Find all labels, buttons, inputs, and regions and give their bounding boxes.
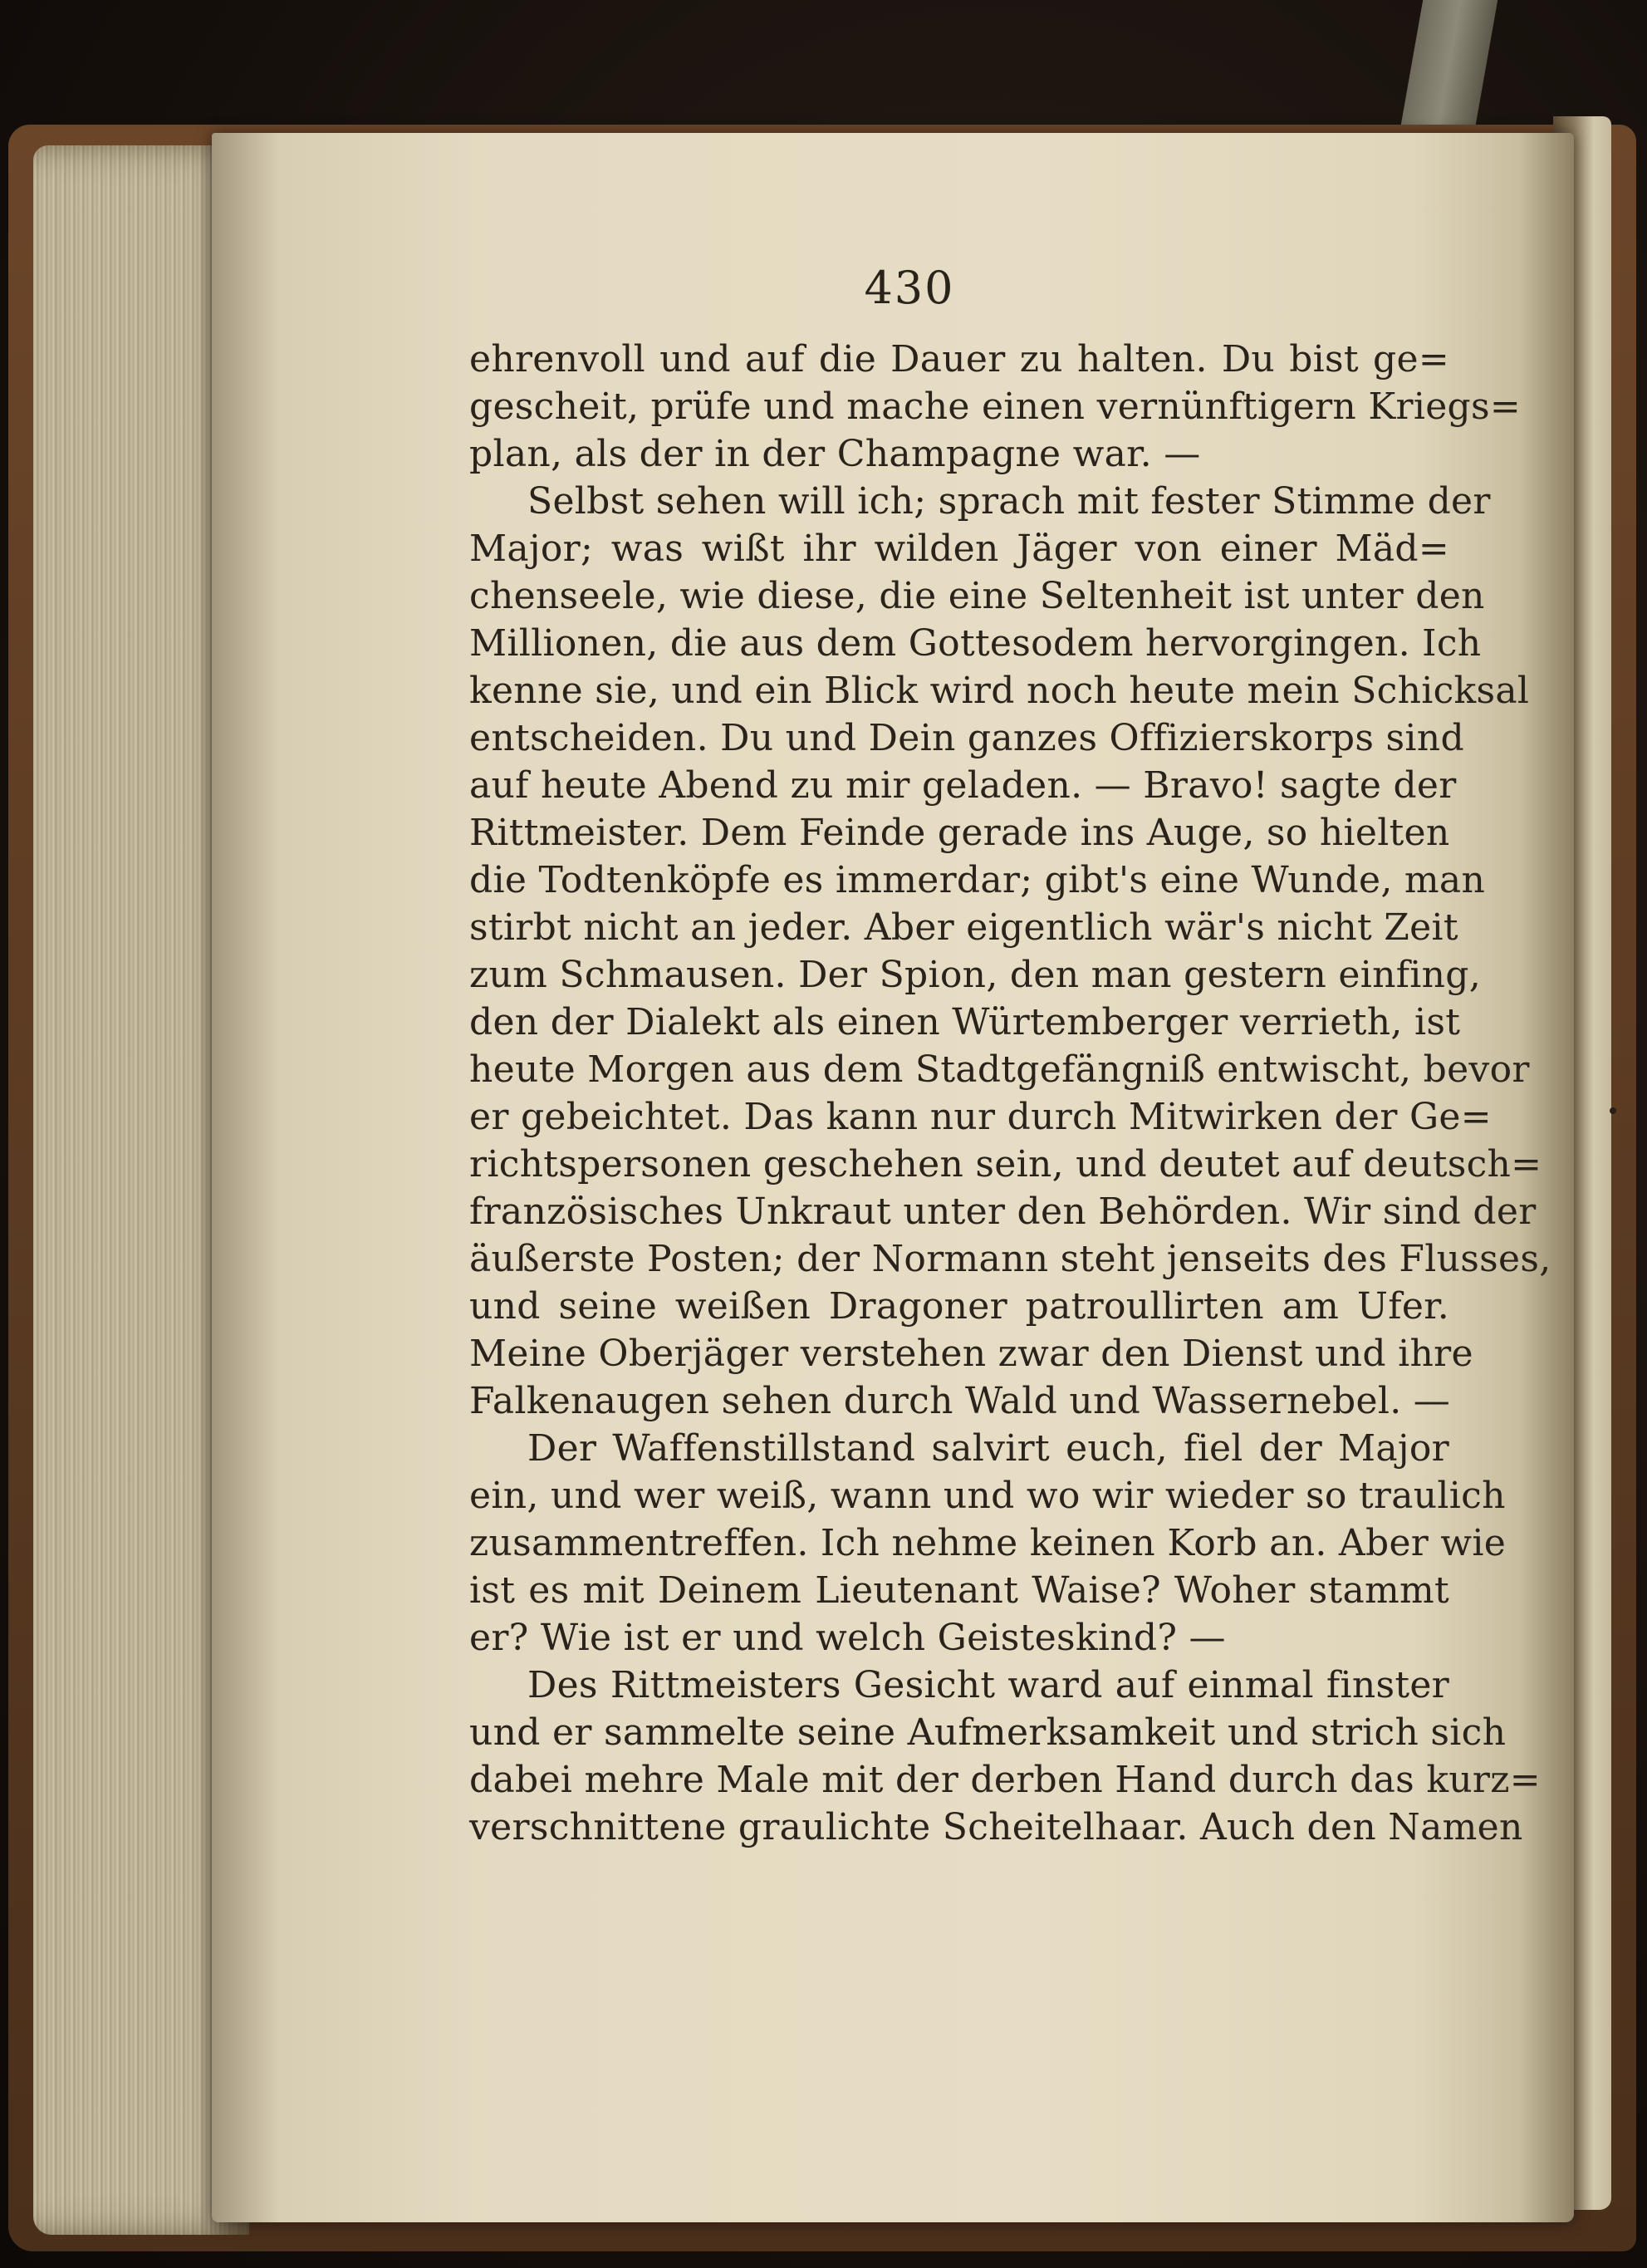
text-line: Major; was wißt ihr wilden Jäger von einer Mäd= [469, 528, 1449, 570]
text-line: ein, und wer weiß, wann und wo wir wieder so traulich [469, 1475, 1506, 1517]
text-line: und seine weißen Dragoner patroullirten am Ufer. [469, 1285, 1449, 1328]
text-line: äußerste Posten; der Normann steht jenseits des Flusses, [469, 1238, 1551, 1280]
text-line: chenseele, wie diese, die eine Seltenheit ist unter den [469, 575, 1485, 617]
text-line: Selbst sehen will ich; sprach mit fester Stimme der [527, 480, 1491, 523]
text-line: Millionen, die aus dem Gottesodem hervorgingen. Ich [469, 622, 1482, 665]
text-line: kenne sie, und ein Blick wird noch heute mein Schicksal [469, 670, 1530, 712]
text-line: die Todtenköpfe es immerdar; gibt's eine Wunde, man [469, 859, 1486, 901]
text-line: auf heute Abend zu mir geladen. — Bravo! sagte der [469, 764, 1457, 807]
text-line: verschnittene graulichte Scheitelhaar. Auch den Namen [469, 1806, 1523, 1848]
text-line: plan, als der in der Champagne war. — [469, 433, 1201, 475]
text-line: stirbt nicht an jeder. Aber eigentlich wär's nicht Zeit [469, 906, 1458, 949]
text-line: dabei mehre Male mit der derben Hand durch das kurz= [469, 1759, 1541, 1801]
page-number: 430 [864, 262, 955, 314]
text-line: er? Wie ist er und welch Geisteskind? — [469, 1617, 1226, 1659]
text-line: gescheit, prüfe und mache einen vernünftigern Kriegs= [469, 385, 1522, 428]
bookmark-ribbon [1401, 0, 1497, 125]
ink-speck [1610, 1107, 1616, 1114]
text-line: Meine Oberjäger verstehen zwar den Dienst und ihre [469, 1333, 1473, 1375]
page-content [469, 262, 1551, 1851]
text-line: er gebeichtet. Das kann nur durch Mitwirken der Ge= [469, 1096, 1492, 1138]
text-line: ist es mit Deinem Lieutenant Waise? Woher stammt [469, 1569, 1449, 1612]
text-line: zum Schmausen. Der Spion, den man gestern einfing, [469, 954, 1482, 996]
text-line: den der Dialekt als einen Würtemberger verrieth, ist [469, 1001, 1461, 1043]
text-line: französisches Unkraut unter den Behörden. Wir sind der [469, 1190, 1537, 1233]
text-line: Des Rittmeisters Gesicht ward auf einmal finster [527, 1664, 1449, 1706]
text-line: entscheiden. Du und Dein ganzes Offizierskorps sind [469, 717, 1464, 759]
text-line: Der Waffenstillstand salvirt euch, fiel der Major [527, 1427, 1449, 1470]
text-line: zusammentreffen. Ich nehme keinen Korb an. Aber wie [469, 1522, 1507, 1564]
text-line: richtspersonen geschehen sein, und deutet auf deutsch= [469, 1143, 1542, 1186]
text-line: Falkenaugen sehen durch Wald und Wassernebel. — [469, 1380, 1451, 1422]
text-line: heute Morgen aus dem Stadtgefängniß entwischt, bevor [469, 1048, 1530, 1091]
text-line: Rittmeister. Dem Feinde gerade ins Auge, so hielten [469, 812, 1450, 854]
text-line: und er sammelte seine Aufmerksamkeit und strich sich [469, 1711, 1507, 1754]
text-line: ehrenvoll und auf die Dauer zu halten. Du bist ge= [469, 338, 1449, 380]
